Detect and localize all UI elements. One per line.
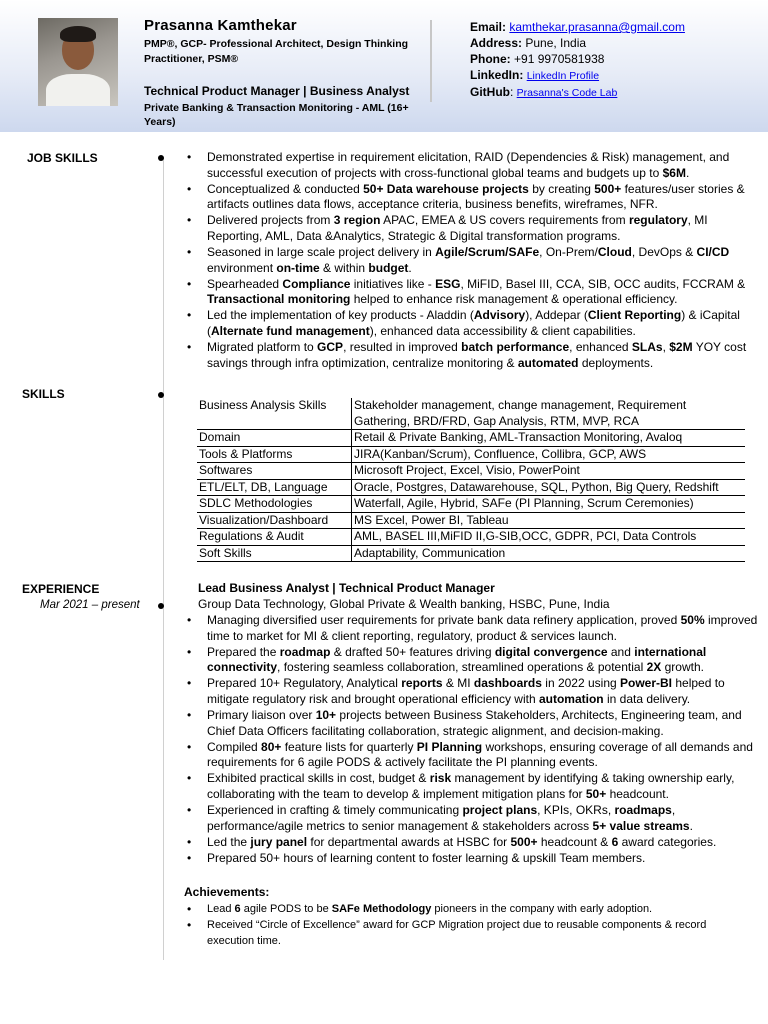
experience-bullets bbox=[185, 613, 763, 867]
job_skills-text: , MI Reporting, AML, Data &Analytics, Strategic & Digital transformation programs. bbox=[207, 213, 708, 243]
skill-values: Microsoft Project, Excel, Visio, PowerPoint bbox=[352, 463, 746, 480]
experience.bullets-text: 6 bbox=[611, 834, 619, 849]
experience.bullets-text: Managing diversified user requirements for private bank data refinery application, proved bbox=[207, 613, 681, 627]
skill-values: AML, BASEL III,MiFID II,G-SIB,OCC, GDPR, PCI, Data Controls bbox=[352, 529, 746, 546]
experience.bullets-item bbox=[185, 708, 763, 739]
experience.bullets-item bbox=[185, 803, 763, 834]
experience.bullets-text: jury panel bbox=[250, 834, 308, 849]
experience.bullets-text: & drafted 50+ features driving bbox=[330, 644, 495, 659]
skill-values: Adaptability, Communication bbox=[352, 545, 746, 562]
skills-row bbox=[197, 430, 745, 447]
experience.bullets-text: digital convergence bbox=[494, 644, 608, 659]
job_skills-item bbox=[185, 245, 763, 276]
header-divider bbox=[430, 20, 432, 102]
experience.bullets-text: headcount. bbox=[606, 787, 669, 802]
experience.bullets-text: roadmap bbox=[279, 644, 331, 659]
domain-experience: Private Banking & Transaction Monitoring - AML (16+ Years) bbox=[144, 102, 409, 128]
job_skills-text: Compliance bbox=[282, 276, 351, 291]
experience.bullets-text: risk bbox=[429, 771, 452, 786]
job_skills-item bbox=[185, 213, 763, 244]
section-job-skills: JOB SKILLS bbox=[27, 151, 98, 165]
experience.bullets-text: , fostering seamless collaboration, streamlined operations & potential bbox=[277, 660, 647, 675]
experience.bullets-text: in data delivery. bbox=[603, 691, 691, 706]
experience.bullets-text: Prepared 10+ Regulatory, Analytical bbox=[207, 676, 402, 691]
experience.bullets-text: Exhibited practical skills in cost, budget & bbox=[207, 771, 430, 786]
job_skills-text: ) & iCapital ( bbox=[207, 308, 740, 339]
job_skills-text: deployments. bbox=[578, 355, 654, 370]
job_skills-text: environment bbox=[207, 260, 277, 275]
timeline-dot-experience bbox=[158, 603, 164, 609]
achievements-list bbox=[185, 902, 745, 950]
job_skills-text: ), Addepar ( bbox=[525, 308, 588, 323]
candidate-name: Prasanna Kamthekar bbox=[144, 17, 297, 34]
job_skills-text: $2M bbox=[669, 340, 693, 355]
experience.bullets-item bbox=[185, 645, 763, 676]
section-skills: SKILLS bbox=[22, 387, 65, 401]
experience.bullets-item bbox=[185, 740, 763, 771]
job_skills-text: , enhanced bbox=[569, 340, 632, 355]
email-link[interactable]: kamthekar.prasanna@gmail.com bbox=[509, 20, 685, 34]
github-link[interactable]: Prasanna's Code Lab bbox=[516, 87, 618, 99]
job_skills-text: regulatory bbox=[628, 213, 688, 228]
achievements-title: Achievements: bbox=[184, 885, 270, 899]
experience.bullets-text: in 2022 using bbox=[541, 676, 620, 691]
skills-row bbox=[197, 545, 745, 562]
experience.bullets-text: helped to mitigate regulatory risk and brought operational efficiency with bbox=[207, 676, 725, 706]
experience.bullets-text: feature lists for quarterly bbox=[281, 739, 417, 754]
job_skills-item bbox=[185, 182, 763, 213]
skill-values: Stakeholder management, change management, Requirement Gathering, BRD/FRD, Gap Analysis, RTM, MVP, RCA bbox=[352, 398, 746, 430]
job_skills-text: helped to enhance risk management & operational efficiency. bbox=[350, 292, 678, 307]
experience.bullets-item bbox=[185, 835, 763, 851]
experience.bullets-text: workshops, ensuring coverage of all demands and requirements for 6 agile PODS & actively facilitate the PI planning events. bbox=[207, 739, 753, 770]
email-label: Email: bbox=[470, 20, 507, 34]
job_skills-text: Led the implementation of key products - Aladdin ( bbox=[207, 308, 474, 323]
experience.bullets-text: 50% bbox=[680, 613, 705, 627]
skill-category: Regulations & Audit bbox=[197, 529, 352, 546]
experience.bullets-text: 500+ bbox=[510, 834, 538, 849]
job_skills-text: Client Reporting bbox=[587, 308, 682, 323]
experience.bullets-text: , performance/agile metrics to senior management & stakeholders across bbox=[207, 803, 676, 833]
job_skills-text: Spearheaded bbox=[207, 276, 283, 291]
experience.bullets-text: Led the bbox=[207, 834, 251, 849]
experience.achievements-item bbox=[185, 902, 745, 918]
job_skills-text: , On-Prem/ bbox=[539, 245, 598, 260]
job_skills-text: . bbox=[685, 165, 690, 180]
experience.bullets-text: award categories. bbox=[618, 834, 717, 849]
job_skills-text: on-time bbox=[276, 260, 320, 275]
contact-block bbox=[470, 19, 685, 101]
experience.bullets-text: Primary liaison over bbox=[207, 708, 316, 723]
certifications: PMP®, GCP- Professional Architect, Design Thinking Practitioner, PSM® bbox=[144, 38, 409, 65]
phone-value: +91 9970581938 bbox=[514, 52, 605, 66]
job_skills-text: . bbox=[408, 260, 412, 275]
experience.bullets-text: reports bbox=[401, 676, 443, 691]
job_skills-text: Cloud bbox=[597, 245, 632, 260]
job-organization: Group Data Technology, Global Private & Wealth banking, HSBC, Pune, India bbox=[198, 597, 610, 611]
experience.bullets-text: improved time to market for MI & client reporting, regulatory, product & services launch. bbox=[207, 613, 758, 643]
experience.bullets-text: 5+ value streams bbox=[592, 818, 690, 833]
job_skills-text: Seasoned in large scale project delivery in bbox=[207, 245, 436, 260]
job_skills-text: ), enhanced data accessibility & client capabilities. bbox=[369, 324, 636, 339]
job_skills-text: ESG bbox=[435, 276, 461, 291]
job_skills-text: YOY cost savings through infra optimization, centralize monitoring & bbox=[207, 340, 747, 370]
job_skills-text: Advisory bbox=[473, 308, 526, 323]
skill-values: Retail & Private Banking, AML-Transaction Monitoring, Avaloq bbox=[352, 430, 746, 447]
job_skills-text: CI/CD bbox=[696, 245, 730, 260]
experience.bullets-text: Experienced in crafting & timely communicating bbox=[207, 803, 463, 818]
job_skills-text: Transactional monitoring bbox=[207, 292, 351, 307]
job-skills-list bbox=[185, 150, 763, 372]
photo-hair bbox=[60, 26, 96, 42]
skill-category: Business Analysis Skills bbox=[197, 398, 352, 430]
job_skills-text: Demonstrated expertise in requirement elicitation, RAID (Dependencies & Risk) management, and successful execution of projects with cross-functional global teams and budgets up to bbox=[207, 150, 730, 180]
experience.achievements-text: 6 bbox=[234, 903, 241, 915]
job_skills-text: automated bbox=[517, 355, 579, 370]
experience.achievements-text: Lead bbox=[207, 903, 235, 915]
contact-phone-row bbox=[470, 51, 685, 67]
experience.bullets-text: 10+ bbox=[315, 708, 337, 723]
github-label: GitHub bbox=[470, 85, 510, 99]
experience.bullets-item bbox=[185, 676, 763, 707]
experience.bullets-text: 2X bbox=[646, 660, 662, 675]
skills-row bbox=[197, 446, 745, 463]
contact-email-row bbox=[470, 19, 685, 35]
job_skills-text: $6M bbox=[662, 165, 686, 180]
phone-label: Phone: bbox=[470, 52, 511, 66]
skills-row bbox=[197, 398, 745, 430]
skill-category: Softwares bbox=[197, 463, 352, 480]
job_skills-text: batch performance bbox=[461, 340, 570, 355]
experience.bullets-text: roadmaps bbox=[614, 803, 672, 818]
job_skills-text: , resulted in improved bbox=[343, 340, 462, 355]
skill-category: Tools & Platforms bbox=[197, 446, 352, 463]
job_skills-text: initiatives like - bbox=[350, 276, 436, 291]
experience.achievements-text: agile PODS to be bbox=[240, 903, 332, 915]
skills-row bbox=[197, 479, 745, 496]
job_skills-item bbox=[185, 277, 763, 308]
photo-shirt bbox=[46, 74, 110, 106]
skill-values: Waterfall, Agile, Hybrid, SAFe (PI Planning, Scrum Ceremonies) bbox=[352, 496, 746, 513]
job_skills-text: & within bbox=[319, 260, 369, 275]
timeline-line bbox=[163, 158, 164, 960]
job_skills-item bbox=[185, 150, 763, 181]
experience.bullets-text: PI Planning bbox=[416, 739, 483, 754]
job_skills-text: SLAs bbox=[631, 340, 663, 355]
address-value: Pune, India bbox=[525, 36, 587, 50]
skills-table bbox=[197, 398, 745, 562]
skill-category: Visualization/Dashboard bbox=[197, 512, 352, 529]
job_skills-text: Alternate fund management bbox=[211, 324, 370, 339]
address-label: Address: bbox=[470, 36, 523, 50]
experience.achievements-item bbox=[185, 918, 745, 949]
job_skills-item bbox=[185, 308, 763, 339]
contact-github-row: GitHub: Prasanna's Code Lab bbox=[470, 85, 618, 99]
experience.bullets-text: Power-BI bbox=[620, 676, 673, 691]
job_skills-text: 3 region bbox=[333, 213, 381, 228]
experience.achievements-text: SAFe Methodology bbox=[331, 903, 432, 915]
experience.bullets-text: dashboards bbox=[473, 676, 542, 691]
section-experience: EXPERIENCE bbox=[22, 582, 100, 596]
job_skills-text: budget bbox=[368, 260, 409, 275]
experience-date: Mar 2021 – present bbox=[40, 599, 140, 611]
job_skills-text: Conceptualized & conducted bbox=[207, 181, 364, 196]
job_skills-text: features/user stories & artifacts outlines data flows, acceptance criteria, business benefits, wireframes, NFR. bbox=[207, 181, 745, 212]
linkedin-label: LinkedIn: bbox=[470, 68, 524, 82]
timeline-dot-skills bbox=[158, 392, 164, 398]
job_skills-text: Delivered projects from bbox=[207, 213, 334, 228]
experience.bullets-text: . bbox=[689, 818, 693, 833]
resume-header bbox=[0, 0, 768, 132]
experience.bullets-text: and bbox=[607, 644, 635, 659]
experience.bullets-text: international connectivity bbox=[207, 644, 707, 675]
experience.bullets-item bbox=[185, 613, 763, 644]
experience.bullets-text: 50+ bbox=[585, 787, 607, 802]
linkedin-link[interactable]: LinkedIn Profile bbox=[526, 70, 600, 82]
experience.achievements-text: Received “Circle of Excellence” award for GCP Migration project due to reusable components & record execution time. bbox=[207, 919, 707, 947]
job_skills-text: GCP bbox=[317, 340, 344, 355]
experience.bullets-text: project plans bbox=[462, 803, 538, 818]
job-role: Technical Product Manager | Business Analyst bbox=[144, 84, 410, 98]
experience.bullets-text: , KPIs, OKRs, bbox=[537, 803, 615, 818]
experience.bullets-text: Prepared 50+ hours of learning content to foster learning & upskill Team members. bbox=[207, 850, 646, 865]
skill-values: MS Excel, Power BI, Tableau bbox=[352, 512, 746, 529]
experience.bullets-text: headcount & bbox=[537, 834, 612, 849]
skills-row bbox=[197, 496, 745, 513]
experience.bullets-text: automation bbox=[538, 691, 604, 706]
experience.bullets-text: growth. bbox=[661, 660, 704, 675]
job_skills-text: 50+ Data warehouse projects bbox=[363, 181, 529, 196]
job_skills-text: Agile/Scrum/SAFe bbox=[435, 245, 540, 260]
experience.bullets-text: projects between Business Stakeholders, Architects, Engineering team, and Chief Data Officers facilitating collaboration, strategic alignment, and decision-making. bbox=[207, 708, 742, 738]
skill-category: SDLC Methodologies bbox=[197, 496, 352, 513]
job_skills-text: by creating bbox=[528, 181, 595, 196]
job-title: Lead Business Analyst | Technical Product Manager bbox=[198, 581, 495, 595]
contact-linkedin-row bbox=[470, 67, 685, 84]
job_skills-item bbox=[185, 340, 763, 371]
skill-values: JIRA(Kanban/Scrum), Confluence, Collibra, GCP, AWS bbox=[352, 446, 746, 463]
job_skills-text: , MiFID, Basel III, CCA, SIB, OCC audits, FCCRAM & bbox=[460, 276, 746, 291]
experience.bullets-text: management by identifying & taking ownership early, collaborating with the team to develop & implement mitigation plans for bbox=[207, 771, 735, 802]
skill-category: Soft Skills bbox=[197, 545, 352, 562]
skill-category: Domain bbox=[197, 430, 352, 447]
skill-category: ETL/ELT, DB, Language bbox=[197, 479, 352, 496]
experience.bullets-text: 80+ bbox=[261, 739, 282, 754]
job_skills-text: , DevOps & bbox=[631, 245, 697, 260]
skills-row bbox=[197, 529, 745, 546]
experience.bullets-text: & MI bbox=[442, 676, 474, 691]
experience.bullets-text: Prepared the bbox=[207, 644, 280, 659]
skills-row bbox=[197, 512, 745, 529]
experience.achievements-text: pioneers in the company with early adoption. bbox=[431, 903, 653, 915]
experience.bullets-item bbox=[185, 771, 763, 802]
timeline-dot-job-skills bbox=[158, 155, 164, 161]
skills-row bbox=[197, 463, 745, 480]
job_skills-text: 500+ bbox=[594, 181, 622, 196]
experience.bullets-text: Compiled bbox=[207, 739, 262, 754]
experience.bullets-item bbox=[185, 851, 763, 867]
skill-values: Oracle, Postgres, Datawarehouse, SQL, Python, Big Query, Redshift bbox=[352, 479, 746, 496]
job_skills-text: Migrated platform to bbox=[207, 340, 318, 355]
profile-photo bbox=[38, 18, 118, 106]
experience.bullets-text: for departmental awards at HSBC for bbox=[307, 834, 511, 849]
job_skills-text: APAC, EMEA & US covers requirements from bbox=[380, 213, 629, 228]
contact-address-row bbox=[470, 35, 685, 51]
job_skills-text: , bbox=[662, 340, 670, 355]
